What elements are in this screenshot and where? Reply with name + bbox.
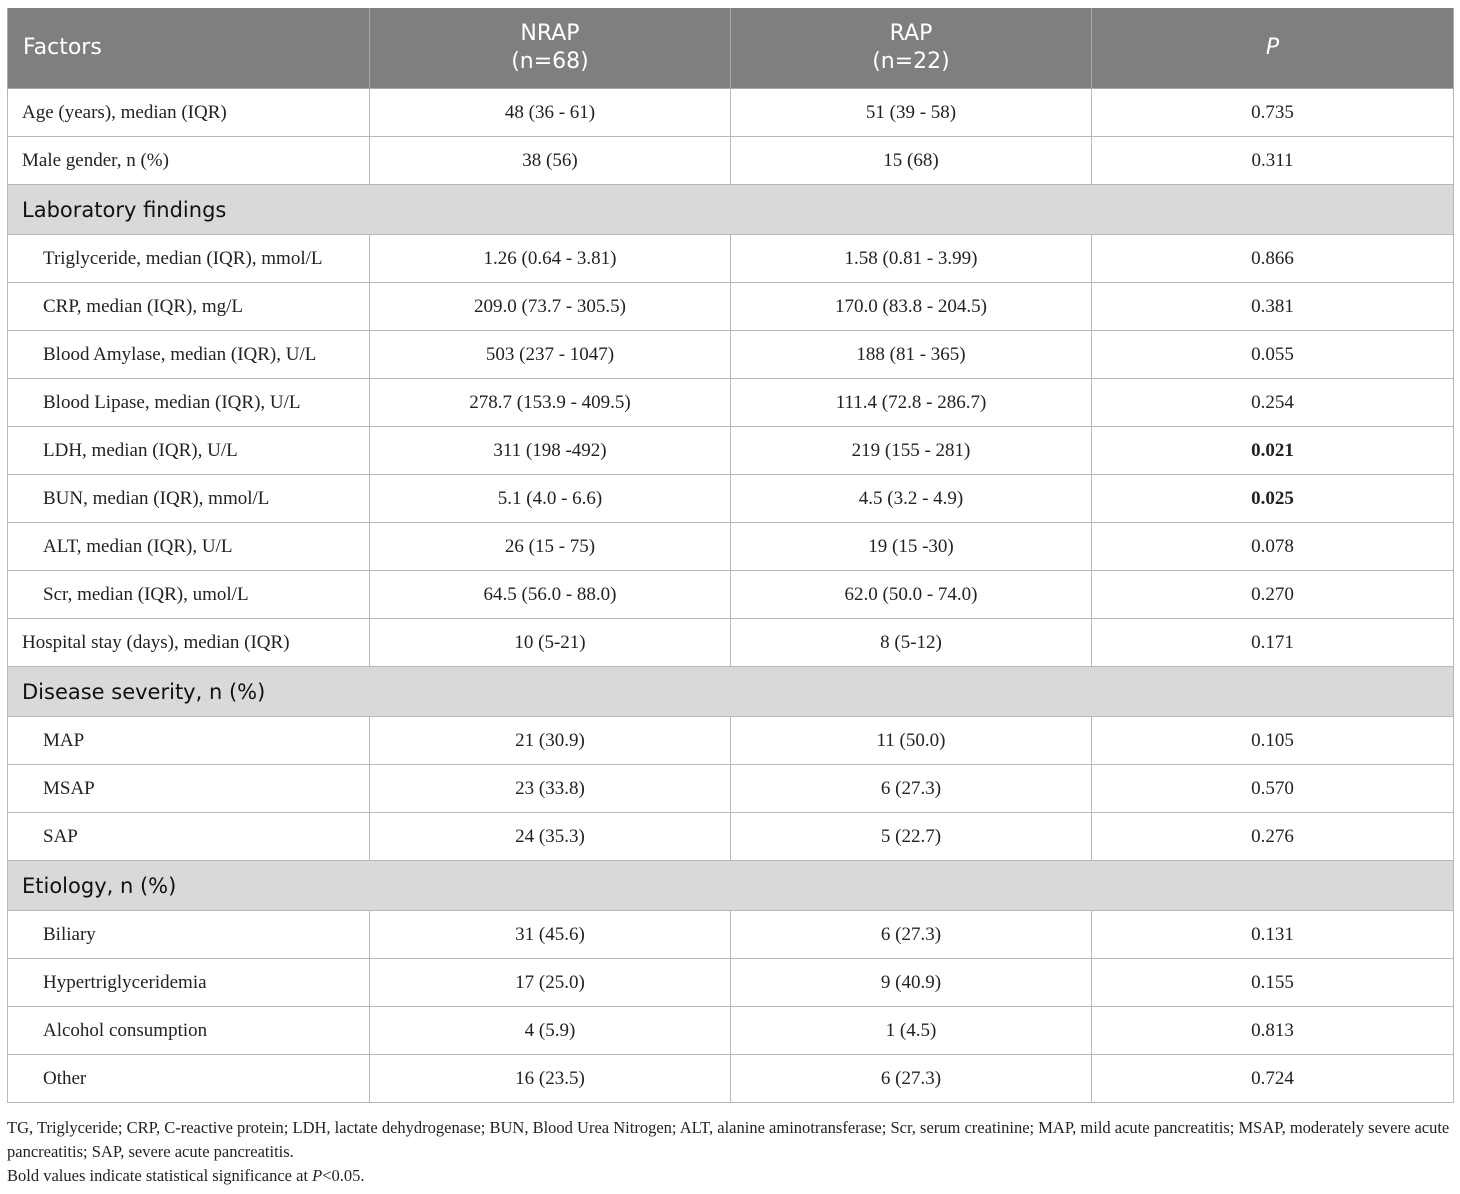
section-label: Etiology, n (%) xyxy=(8,861,1454,911)
cell-rap: 8 (5-12) xyxy=(731,619,1092,667)
header-p xyxy=(1092,8,1454,89)
cell-rap: 6 (27.3) xyxy=(731,911,1092,959)
cell-factor: SAP xyxy=(8,813,370,861)
table-body xyxy=(8,89,1454,1103)
cell-p-value: 0.171 xyxy=(1092,619,1454,667)
cell-factor: BUN, median (IQR), mmol/L xyxy=(8,475,370,523)
cell-factor: Hypertriglyceridemia xyxy=(8,959,370,1007)
cell-nrap: 17 (25.0) xyxy=(370,959,731,1007)
cell-rap: 219 (155 - 281) xyxy=(731,427,1092,475)
cell-p-value: 0.270 xyxy=(1092,571,1454,619)
cell-p-value: 0.813 xyxy=(1092,1007,1454,1055)
table-row xyxy=(8,619,1454,667)
table-row xyxy=(8,235,1454,283)
cell-rap: 5 (22.7) xyxy=(731,813,1092,861)
cell-factor: Blood Amylase, median (IQR), U/L xyxy=(8,331,370,379)
cell-p-value: 0.078 xyxy=(1092,523,1454,571)
table-row xyxy=(8,89,1454,137)
cell-nrap: 16 (23.5) xyxy=(370,1055,731,1103)
cell-rap: 15 (68) xyxy=(731,137,1092,185)
section-row xyxy=(8,667,1454,717)
cell-rap: 19 (15 -30) xyxy=(731,523,1092,571)
cell-p-value: 0.105 xyxy=(1092,717,1454,765)
cell-factor: Alcohol consumption xyxy=(8,1007,370,1055)
cell-p-value: 0.055 xyxy=(1092,331,1454,379)
cell-p-value: 0.570 xyxy=(1092,765,1454,813)
section-row xyxy=(8,185,1454,235)
cell-nrap: 503 (237 - 1047) xyxy=(370,331,731,379)
cell-p-value: 0.025 xyxy=(1092,475,1454,523)
cell-nrap: 21 (30.9) xyxy=(370,717,731,765)
header-rap-n: (n=22) xyxy=(872,49,950,74)
footnote-significance-p: P xyxy=(312,1166,323,1185)
section-label: Disease severity, n (%) xyxy=(8,667,1454,717)
cell-nrap: 311 (198 -492) xyxy=(370,427,731,475)
header-rap xyxy=(731,8,1092,89)
table-row xyxy=(8,475,1454,523)
table-row xyxy=(8,911,1454,959)
table-header xyxy=(8,8,1454,89)
cell-factor: CRP, median (IQR), mg/L xyxy=(8,283,370,331)
footnote-significance-suffix: <0.05. xyxy=(322,1166,365,1185)
cell-factor: Other xyxy=(8,1055,370,1103)
table-row xyxy=(8,1007,1454,1055)
header-factors: Factors xyxy=(8,8,370,89)
cell-nrap: 23 (33.8) xyxy=(370,765,731,813)
table-row xyxy=(8,379,1454,427)
table-row xyxy=(8,571,1454,619)
cell-p-value: 0.131 xyxy=(1092,911,1454,959)
cell-p-value: 0.735 xyxy=(1092,89,1454,137)
cell-nrap: 48 (36 - 61) xyxy=(370,89,731,137)
table-row xyxy=(8,1055,1454,1103)
cell-p-value: 0.155 xyxy=(1092,959,1454,1007)
cell-factor: Biliary xyxy=(8,911,370,959)
cell-p-value: 0.381 xyxy=(1092,283,1454,331)
table-row xyxy=(8,717,1454,765)
cell-factor: ALT, median (IQR), U/L xyxy=(8,523,370,571)
header-nrap-label: NRAP xyxy=(520,21,580,46)
cell-p-value: 0.724 xyxy=(1092,1055,1454,1103)
cell-rap: 6 (27.3) xyxy=(731,765,1092,813)
cell-rap: 1.58 (0.81 - 3.99) xyxy=(731,235,1092,283)
footnote-significance xyxy=(7,1164,1453,1188)
table-row xyxy=(8,137,1454,185)
cell-p-value: 0.311 xyxy=(1092,137,1454,185)
cell-rap: 188 (81 - 365) xyxy=(731,331,1092,379)
cell-nrap: 5.1 (4.0 - 6.6) xyxy=(370,475,731,523)
cell-rap: 4.5 (3.2 - 4.9) xyxy=(731,475,1092,523)
header-nrap xyxy=(370,8,731,89)
cell-p-value: 0.866 xyxy=(1092,235,1454,283)
cell-factor: Hospital stay (days), median (IQR) xyxy=(8,619,370,667)
table-row xyxy=(8,427,1454,475)
cell-nrap: 1.26 (0.64 - 3.81) xyxy=(370,235,731,283)
cell-rap: 170.0 (83.8 - 204.5) xyxy=(731,283,1092,331)
cell-rap: 9 (40.9) xyxy=(731,959,1092,1007)
footnote-significance-prefix: Bold values indicate statistical significance at xyxy=(7,1166,313,1185)
cell-p-value: 0.254 xyxy=(1092,379,1454,427)
table-row xyxy=(8,813,1454,861)
cell-factor: Triglyceride, median (IQR), mmol/L xyxy=(8,235,370,283)
table-footnote xyxy=(7,1116,1453,1188)
cell-nrap: 278.7 (153.9 - 409.5) xyxy=(370,379,731,427)
cell-factor: Scr, median (IQR), umol/L xyxy=(8,571,370,619)
cell-rap: 62.0 (50.0 - 74.0) xyxy=(731,571,1092,619)
cell-nrap: 24 (35.3) xyxy=(370,813,731,861)
cell-rap: 51 (39 - 58) xyxy=(731,89,1092,137)
cell-factor: LDH, median (IQR), U/L xyxy=(8,427,370,475)
cell-nrap: 64.5 (56.0 - 88.0) xyxy=(370,571,731,619)
cell-factor: Male gender, n (%) xyxy=(8,137,370,185)
cell-rap: 6 (27.3) xyxy=(731,1055,1092,1103)
table-container xyxy=(7,8,1453,1103)
section-label: Laboratory findings xyxy=(8,185,1454,235)
cell-factor: Age (years), median (IQR) xyxy=(8,89,370,137)
cell-nrap: 209.0 (73.7 - 305.5) xyxy=(370,283,731,331)
cell-nrap: 26 (15 - 75) xyxy=(370,523,731,571)
cell-nrap: 38 (56) xyxy=(370,137,731,185)
header-nrap-n: (n=68) xyxy=(511,49,589,74)
table-row xyxy=(8,959,1454,1007)
header-p-label: P xyxy=(1265,35,1280,60)
table-row xyxy=(8,523,1454,571)
section-row xyxy=(8,861,1454,911)
header-row xyxy=(8,8,1454,89)
header-rap-label: RAP xyxy=(889,21,933,46)
data-table xyxy=(7,8,1454,1103)
cell-p-value: 0.276 xyxy=(1092,813,1454,861)
cell-factor: MSAP xyxy=(8,765,370,813)
cell-rap: 11 (50.0) xyxy=(731,717,1092,765)
cell-nrap: 10 (5-21) xyxy=(370,619,731,667)
cell-factor: Blood Lipase, median (IQR), U/L xyxy=(8,379,370,427)
cell-rap: 1 (4.5) xyxy=(731,1007,1092,1055)
table-row xyxy=(8,331,1454,379)
footnote-abbreviations: TG, Triglyceride; CRP, C-reactive protein; LDH, lactate dehydrogenase; BUN, Blood Urea Nitrogen; ALT, alanine aminotransferase; Scr, serum creatinine; MAP, mild acute pancreatitis; MSAP, moderately severe acute pancreatitis; SAP, severe acute pancreatitis. xyxy=(7,1118,1450,1161)
table-row xyxy=(8,283,1454,331)
cell-nrap: 31 (45.6) xyxy=(370,911,731,959)
cell-factor: MAP xyxy=(8,717,370,765)
cell-p-value: 0.021 xyxy=(1092,427,1454,475)
table-row xyxy=(8,765,1454,813)
cell-rap: 111.4 (72.8 - 286.7) xyxy=(731,379,1092,427)
cell-nrap: 4 (5.9) xyxy=(370,1007,731,1055)
